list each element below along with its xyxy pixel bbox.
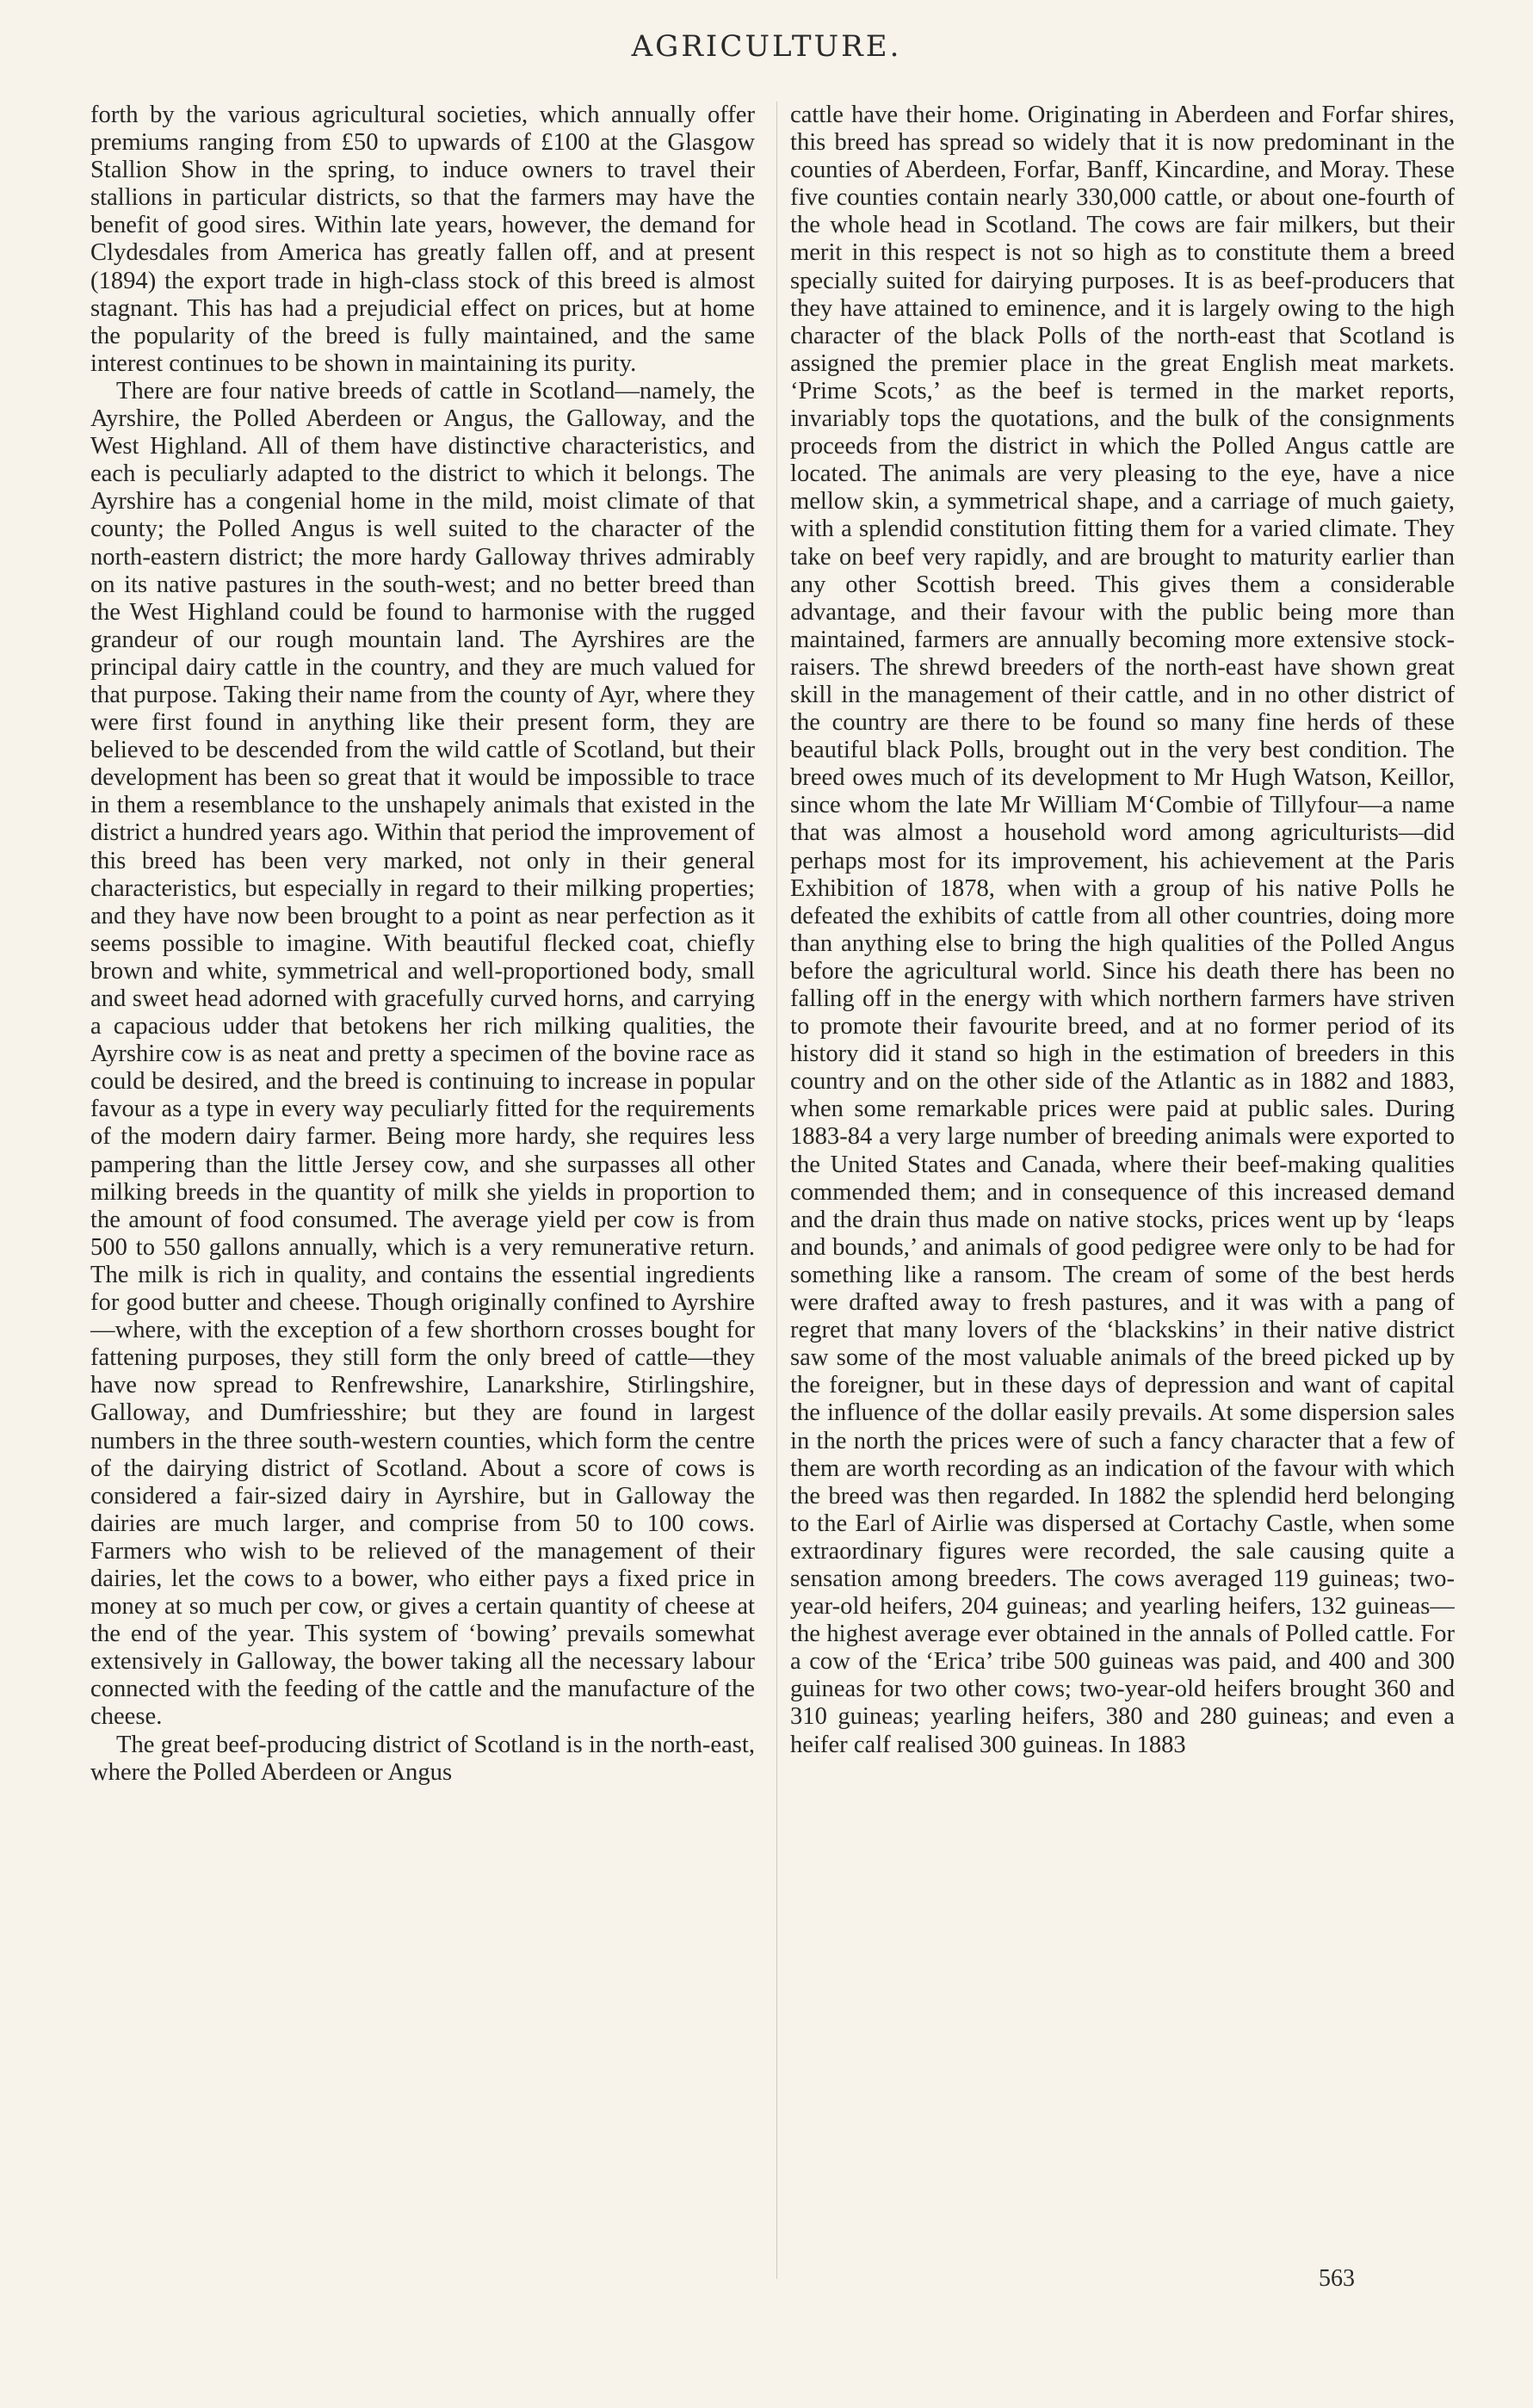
- running-title: AGRICULTURE.: [631, 29, 902, 64]
- right-column: [790, 102, 1455, 2288]
- column-divider: [776, 102, 777, 2279]
- left-column: [90, 102, 755, 2288]
- paragraph: cattle have their home. Originating in Aberdeen and Forfar shires, this breed has spread so widely that it is now predominant in the counties of Aberdeen, Forfar, Banff, Kincardine, and Moray. These five counties contain nearly 330,000 cattle, or about one-fourth of the whole head in Scotland. The cows are fair milkers, but their merit in this respect is not so high as to constitute them a breed specially suited for dairying purposes. It is as beef-producers that they have attained to eminence, and it is largely owing to the high character of the black Polls of the north-east that Scotland is assigned the premier place in the great English meat markets. ‘Prime Scots,’ as the beef is termed in the market reports, invariably tops the quotations, and the bulk of the consignments proceeds from the district in which the Polled Angus cattle are located. The animals are very pleasing to the eye, have a nice mellow skin, a symmetrical shape, and a carriage of much gaiety, with a splendid constitution fitting them for a varied climate. They take on beef very rapidly, and are brought to maturity earlier than any other Scottish breed. This gives them a considerable advantage, and their favour with the public being more than maintained, farmers are annually becoming more extensive stock-raisers. The shrewd breeders of the north-east have shown great skill in the management of their cattle, and in no other district of the country are there to be found so many fine herds of these beautiful black Polls, brought out in the very best condition. The breed owes much of its development to Mr Hugh Watson, Keillor, since whom the late Mr William M‘Combie of Tillyfour—a name that was almost a household word among agriculturists—did perhaps most for its improvement, his achievement at the Paris Exhibition of 1878, when with a group of his native Polls he defeated the exhibits of cattle from all other countries, doing more than anything else to bring the high qualities of the Polled Angus before the agricultural world. Since his death there has been no falling off in the energy with which northern farmers have striven to promote their favourite breed, and at no former period of its history did it stand so high in the estimation of breeders in this country and on the other side of the Atlantic as in 1882 and 1883, when some remarkable prices were paid at public sales. During 1883-84 a very large number of breeding animals were exported to the United States and Canada, where their beef-making qualities commended them; and in consequence of this increased demand and the drain thus made on native stocks, prices went up by ‘leaps and bounds,’ and animals of good pedigree were only to be had for something like a ransom. The cream of some of the best herds were drafted away to fresh pastures, and it was with a pang of regret that many lovers of the ‘blackskins’ in their native district saw some of the most valuable animals of the breed picked up by the foreigner, but in these days of depression and want of capital the influence of the dollar easily prevails. At some dispersion sales in the north the prices were of such a fancy character that a few of them are worth recording as an indication of the favour with which the breed was then regarded. In 1882 the splendid herd belonging to the Earl of Airlie was dispersed at Cortachy Castle, when some extraordinary figures were recorded, the sale causing quite a sensation among breeders. The cows averaged 119 guineas; two-year-old heifers, 204 guineas; and yearling heifers, 132 guineas—the highest average ever obtained in the annals of Polled cattle. For a cow of the ‘Erica’ tribe 500 guineas was paid, and 400 and 300 guineas for two other cows; two-year-old heifers brought 360 and 310 guineas; yearling heifers, 380 and 280 guineas; and even a heifer calf realised 300 guineas. In 1883: [790, 102, 1455, 1758]
- paragraph: There are four native breeds of cattle in Scotland—namely, the Ayrshire, the Polled Aberdeen or Angus, the Galloway, and the West Highland. All of them have distinctive characteristics, and each is peculiarly adapted to the district to which it belongs. The Ayrshire has a congenial home in the mild, moist climate of that county; the Polled Angus is well suited to the character of the north-eastern district; the more hardy Galloway thrives admirably on its native pastures in the south-west; and no better breed than the West Highland could be found to harmonise with the rugged grandeur of our rough mountain land. The Ayrshires are the principal dairy cattle in the country, and they are much valued for that purpose. Taking their name from the county of Ayr, where they were first found in anything like their present form, they are believed to be descended from the wild cattle of Scotland, but their development has been so great that it would be impossible to trace in them a resemblance to the unshapely animals that existed in the district a hundred years ago. Within that period the improvement of this breed has been very marked, not only in their general characteristics, but especially in regard to their milking properties; and they have now been brought to a point as near perfection as it seems possible to imagine. With beautiful flecked coat, chiefly brown and white, symmetrical and well-proportioned body, small and sweet head adorned with gracefully curved horns, and carrying a capacious udder that betokens her rich milking qualities, the Ayrshire cow is as neat and pretty a specimen of the bovine race as could be desired, and the breed is continuing to increase in popular favour as a type in every way peculiarly fitted for the requirements of the modern dairy farmer. Being more hardy, she requires less pampering than the little Jersey cow, and she surpasses all other milking breeds in the quantity of milk she yields in proportion to the amount of food consumed. The average yield per cow is from 500 to 550 gallons annually, which is a very remunerative return. The milk is rich in quality, and contains the essential ingredients for good butter and cheese. Though originally confined to Ayrshire—where, with the exception of a few shorthorn crosses bought for fattening purposes, they still form the only breed of cattle—they have now spread to Renfrewshire, Lanarkshire, Stirlingshire, Galloway, and Dumfriesshire; but they are found in largest numbers in the three south-western counties, which form the centre of the dairying district of Scotland. About a score of cows is considered a fair-sized dairy in Ayrshire, but in Galloway the dairies are much larger, and comprise from 50 to 100 cows. Farmers who wish to be relieved of the management of their dairies, let the cows to a bower, who either pays a fixed price in money at so much per cow, or gives a certain quantity of cheese at the end of the year. This system of ‘bowing’ prevails somewhat extensively in Galloway, the bower taking all the necessary labour connected with the feeding of the cattle and the manufacture of the cheese.: [90, 377, 755, 1731]
- paragraph: The great beef-producing district of Scotland is in the north-east, where the Polled Aberdeen or Angus: [90, 1731, 755, 1786]
- page-number: 563: [1319, 2265, 1355, 2292]
- paragraph: forth by the various agricultural societies, which annually offer premiums ranging from £50 to upwards of £100 at the Glasgow Stallion Show in the spring, to induce owners to travel their stallions in particular districts, so that the farmers may have the benefit of good sires. Within late years, however, the demand for Clydesdales from America has greatly fallen off, and at present (1894) the export trade in high-class stock of this breed is almost stagnant. This has had a prejudicial effect on prices, but at home the popularity of the breed is fully maintained, and the same interest continues to be shown in maintaining its purity.: [90, 102, 755, 377]
